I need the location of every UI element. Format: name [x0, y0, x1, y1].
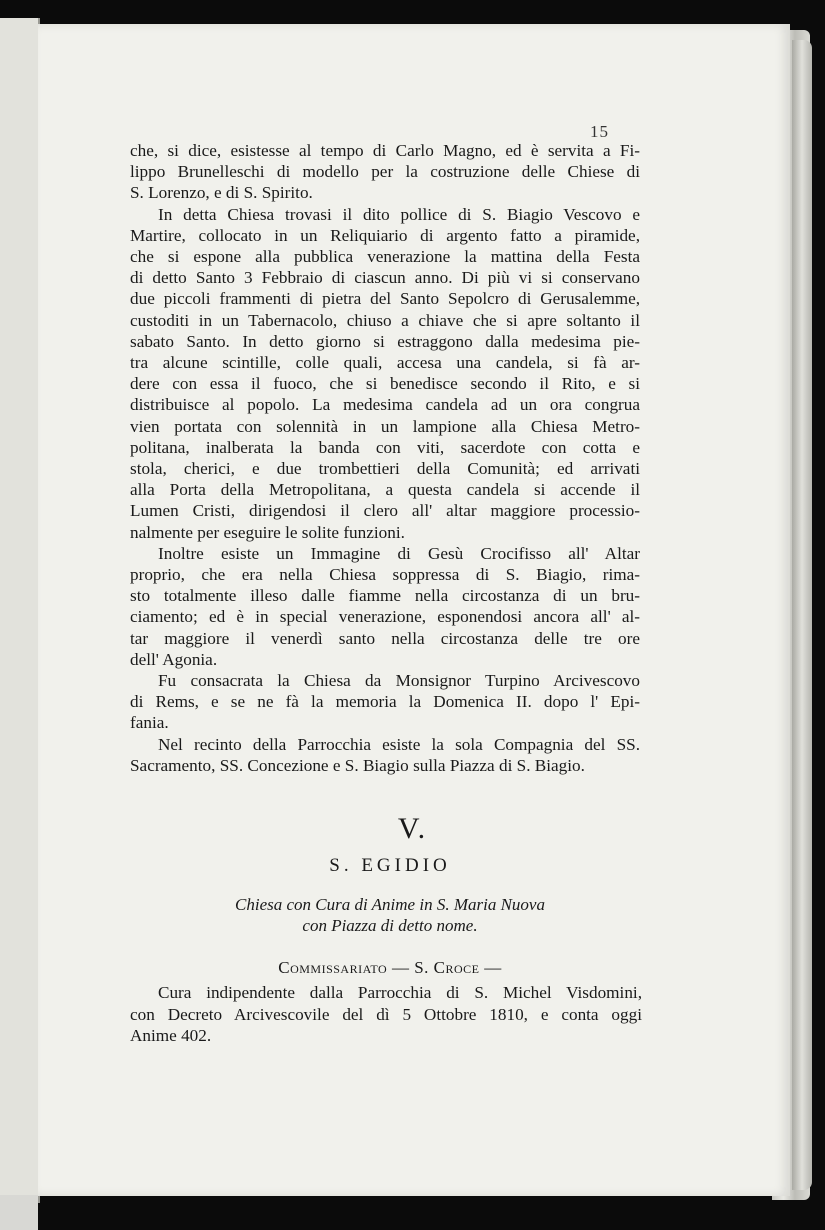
text-line: tra alcune scintille, colle quali, accesa una candela, si fà ar- [130, 353, 640, 373]
text-line: custoditi in un Tabernacolo, chiuso a chiave che si apre soltanto il [130, 310, 640, 330]
text-line: S. Lorenzo, e di S. Spirito. [130, 183, 313, 203]
text-line: sto totalmente illeso dalle fiamme nella circostanza di un bru- [130, 586, 640, 606]
text-line: di detto Santo 3 Febbraio di ciascun anno. Di più vi si conservano [130, 268, 640, 288]
text-line: di Rems, e se ne fà la memoria la Domenica II. dopo l' Epi- [130, 692, 640, 712]
page-number: 15 [590, 122, 609, 141]
text-line: alla Porta della Metropolitana, a questa candela si accende il [130, 480, 640, 500]
section-number: V. [397, 812, 428, 845]
text-line: proprio, che era nella Chiesa soppressa di S. Biagio, rima- [130, 565, 640, 585]
final-paragraph [130, 982, 642, 1047]
left-page-edge [0, 18, 40, 1203]
body-text [130, 140, 640, 776]
church-title: S. EGIDIO [329, 855, 451, 876]
subtitle-line: Chiesa con Cura di Anime in S. Maria Nuova [235, 895, 545, 914]
text-line: In detta Chiesa trovasi il dito pollice di S. Biagio Vescovo e [158, 204, 640, 224]
text-line: Cura indipendente dalla Parrocchia di S. Michel Visdomini, [158, 983, 642, 1002]
text-line: distribuisce al popolo. La medesima candela ad un ora congrua [130, 395, 640, 415]
text-line: Inoltre esiste un Immagine di Gesù Crocifisso all' Altar [158, 543, 640, 563]
text-line: Martire, collocato in un Reliquiario di argento fatto a piramide, [130, 225, 640, 245]
text-line: dell' Agonia. [130, 649, 218, 669]
text-line: vien portata con solennità in un lampione alla Chiesa Metro- [130, 416, 640, 436]
text-line: con Decreto Arcivescovile del dì 5 Ottobre 1810, e conta oggi [130, 1004, 642, 1024]
page-stack-edge-outer [792, 40, 812, 1190]
text-line: Fu consacrata la Chiesa da Monsignor Turpino Arcivescovo [158, 671, 640, 691]
text-line: ciamento; ed è in special venerazione, esponendosi ancora all' al- [130, 607, 640, 627]
text-line: Anime 402. [130, 1026, 212, 1045]
text-line: nalmente per eseguire le solite funzioni. [130, 522, 405, 542]
text-line: fania. [130, 713, 169, 733]
text-line: tar maggiore il venerdì santo nella circostanza delle tre ore [130, 628, 640, 648]
text-line: stola, cherici, e due trombettieri della Comunità; ed arrivati [130, 459, 640, 479]
church-subtitle [160, 894, 620, 936]
text-line: sabato Santo. In detto giorno si estraggono dalla medesima pie- [130, 331, 640, 351]
text-line: Sacramento, SS. Concezione e S. Biagio sulla Piazza di S. Biagio. [130, 755, 585, 775]
text-line: lippo Brunelleschi di modello per la costruzione delle Chiese di [130, 162, 640, 182]
text-line: che si espone alla pubblica venerazione la mattina della Festa [130, 247, 640, 267]
text-line: politana, inalberata la banda con viti, sacerdote con cotta e [130, 437, 640, 457]
subtitle-line: con Piazza di detto nome. [302, 916, 478, 935]
commissariato-heading: Commissariato — S. Croce — [278, 958, 502, 977]
left-page-strip [0, 1195, 38, 1230]
text-line: Nel recinto della Parrocchia esiste la sola Compagnia del SS. [158, 734, 640, 754]
text-line: che, si dice, esistesse al tempo di Carlo Magno, ed è servita a Fi- [130, 141, 640, 160]
text-line: Lumen Cristi, dirigendosi il clero all' altar maggiore processio- [130, 501, 640, 521]
text-line: due piccoli frammenti di pietra del Santo Sepolcro di Gerusalemme, [130, 289, 640, 309]
text-line: dere con essa il fuoco, che si benedisce secondo il Rito, e si [130, 374, 640, 394]
